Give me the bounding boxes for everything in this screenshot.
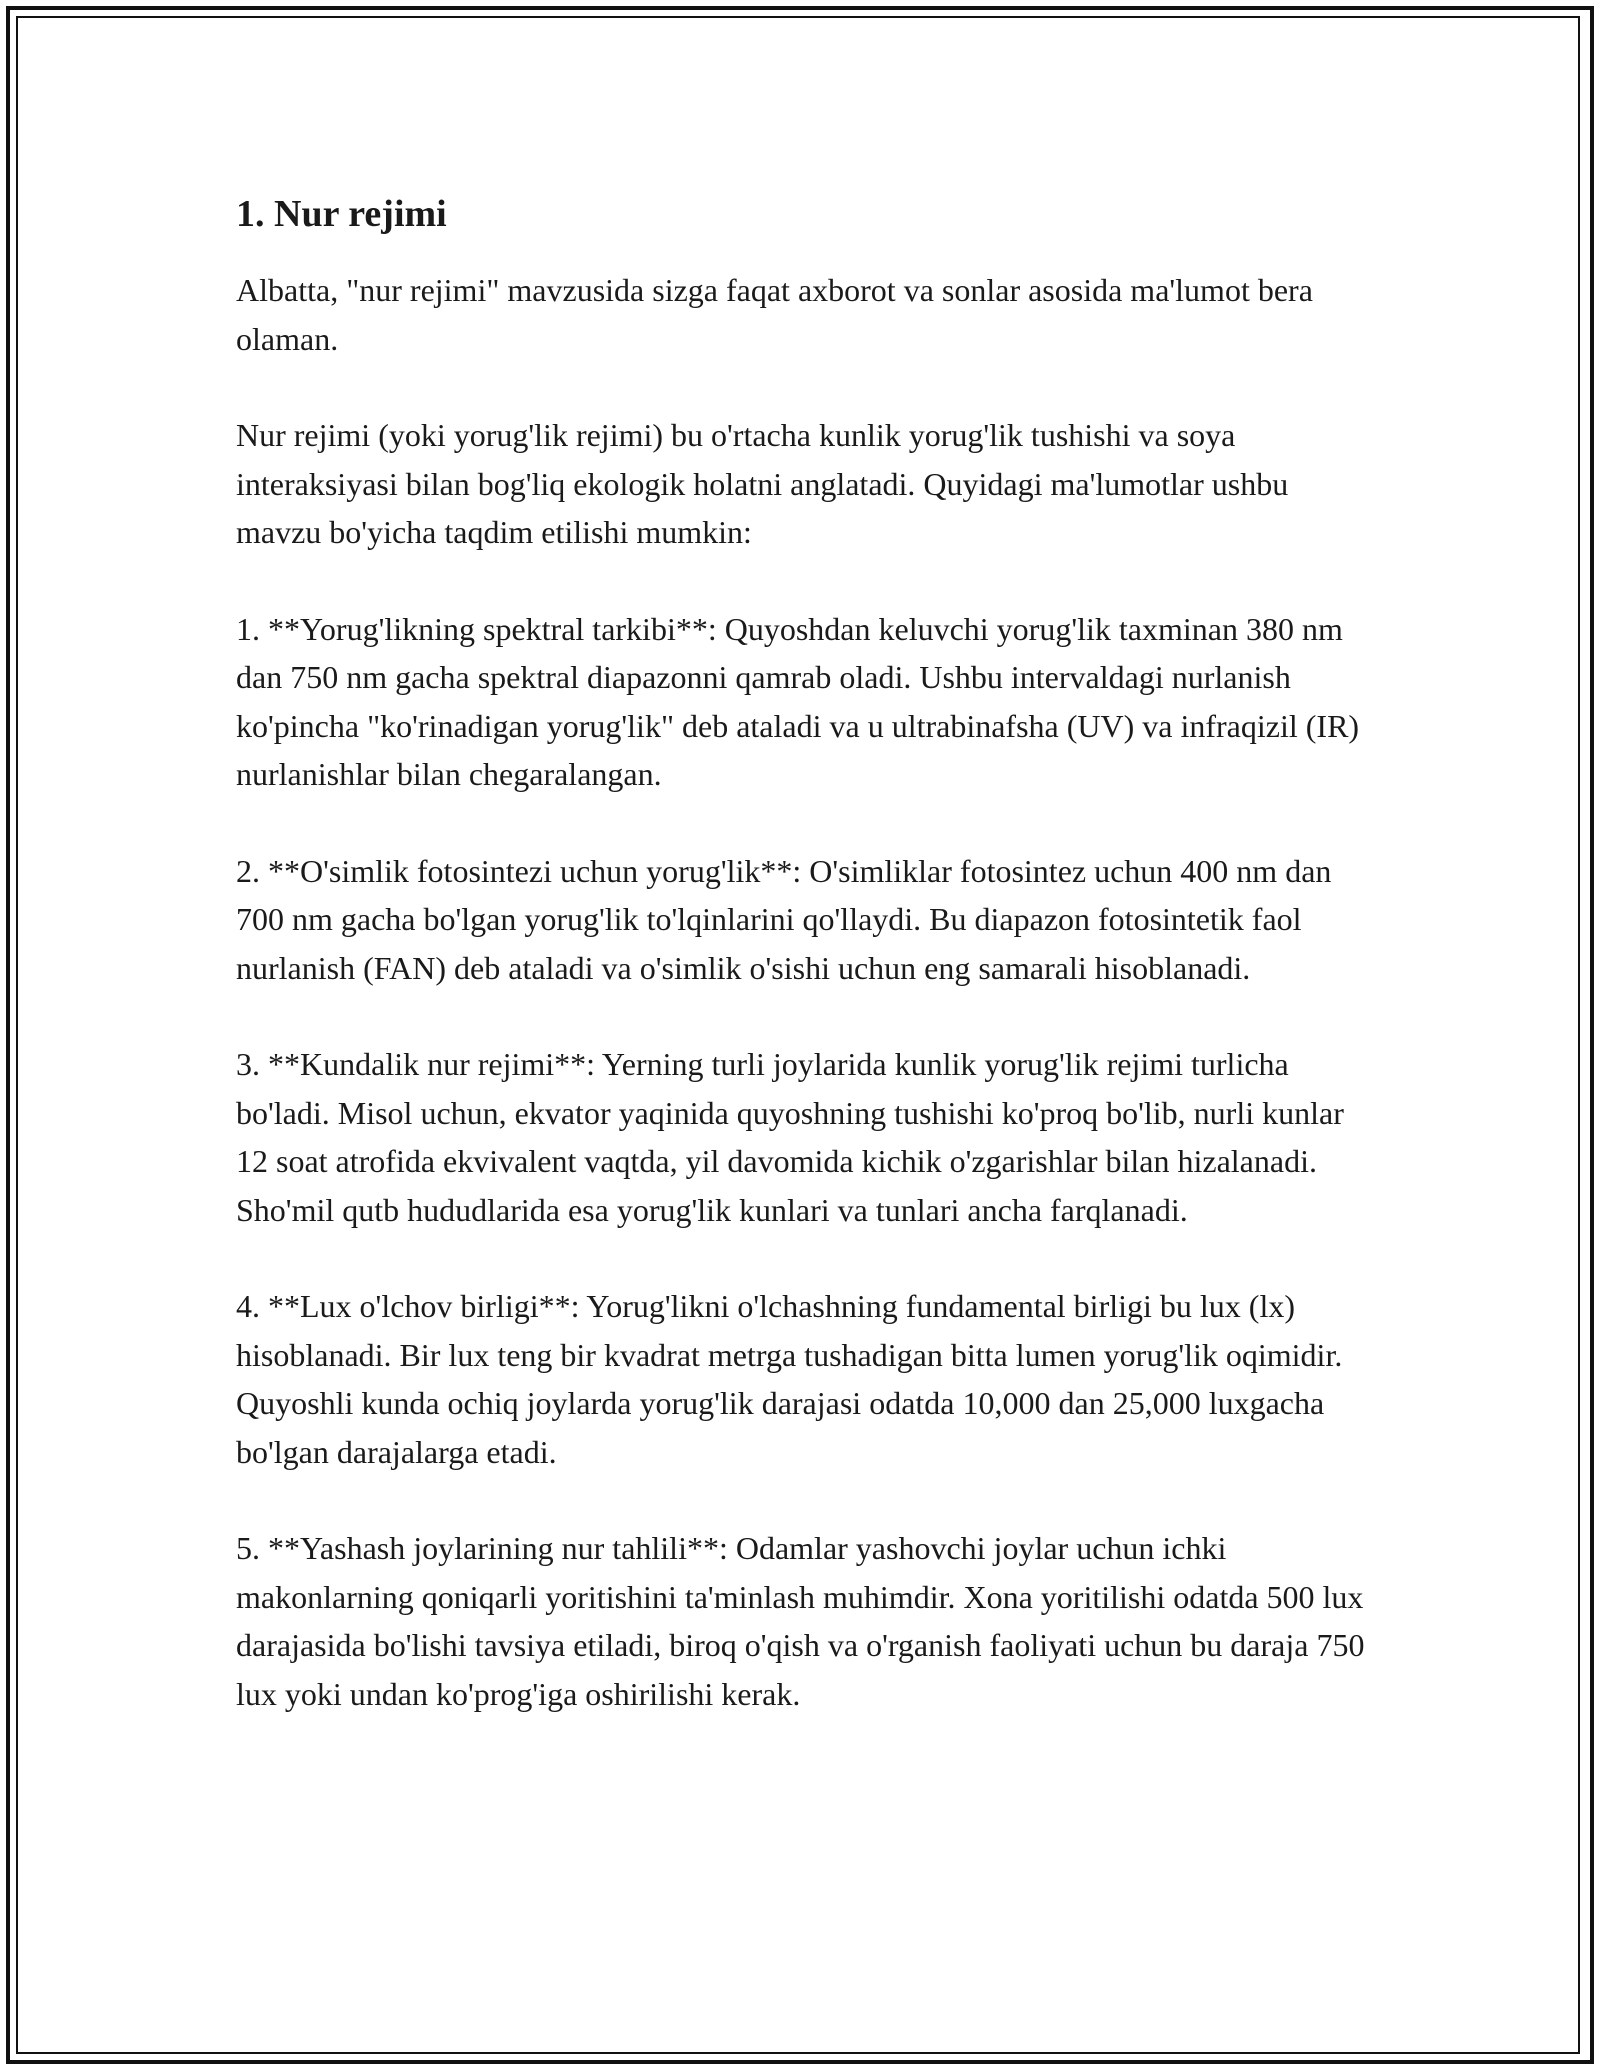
paragraph-item-1: 1. **Yorug'likning spektral tarkibi**: Quyoshdan keluvchi yorug'lik taxminan 380 nm dan 750 nm gacha spektral diapazonni qamrab oladi. Ushbu intervaldagi nurlanish ko'pincha "ko'rinadigan yorug'lik" deb ataladi va u ultrabinafsha (UV) va infraqizil (IR) nurlanishlar bilan chegaralangan. [236,610,1360,792]
paragraph-definition: Nur rejimi (yoki yorug'lik rejimi) bu o'rtacha kunlik yorug'lik tushishi va soya interaksiyasi bilan bog'liq ekologik holatni anglatadi. Quyidagi ma'lumotlar ushbu mavzu bo'yicha taqdim etilishi mumkin: [236,417,1289,550]
paragraph-item-2: 2. **O'simlik fotosintezi uchun yorug'lik**: O'simliklar fotosintez uchun 400 nm dan 700 nm gacha bo'lgan yorug'lik to'lqinlarini qo'llaydi. Bu diapazon fotosintetik faol nurlanish (FAN) deb ataladi va o'simlik o'sishi uchun eng samarali hisoblanadi. [236,852,1332,986]
paragraph-intro: Albatta, "nur rejimi" mavzusida sizga faqat axborot va sonlar asosida ma'lumot bera olaman. [236,272,1313,357]
document-title: 1. Nur rejimi [236,193,447,235]
document-body [236,186,1376,1766]
paragraph-item-3: 3. **Kundalik nur rejimi**: Yerning turli joylarida kunlik yorug'lik rejimi turlicha bo'ladi. Misol uchun, ekvator yaqinida quyoshning tushishi ko'proq bo'lib, nurli kunlar 12 soat atrofida ekvivalent vaqtda, yil davomida kichik o'zgarishlar bilan hizalanadi. Sho'mil qutb hududlarida esa yorug'lik kunlari va tunlari ancha farqlanadi. [236,1046,1344,1228]
paragraph-item-4: 4. **Lux o'lchov birligi**: Yorug'likni o'lchashning fundamental birligi bu lux (lx) hisoblanadi. Bir lux teng bir kvadrat metrga tushadigan bitta lumen yorug'lik oqimidir. Quyoshli kunda ochiq joylarda yorug'lik darajasi odatda 10,000 dan 25,000 luxgacha bo'lgan darajalarga etadi. [236,1288,1343,1470]
paragraph-item-5: 5. **Yashash joylarining nur tahlili**: Odamlar yashovchi joylar uchun ichki makonlarning qoniqarli yoritishini ta'minlash muhimdir. Xona yoritilishi odatda 500 lux darajasida bo'lishi tavsiya etiladi, biroq o'qish va o'rganish faoliyati uchun bu daraja 750 lux yoki undan ko'prog'iga oshirilishi kerak. [236,1530,1365,1712]
